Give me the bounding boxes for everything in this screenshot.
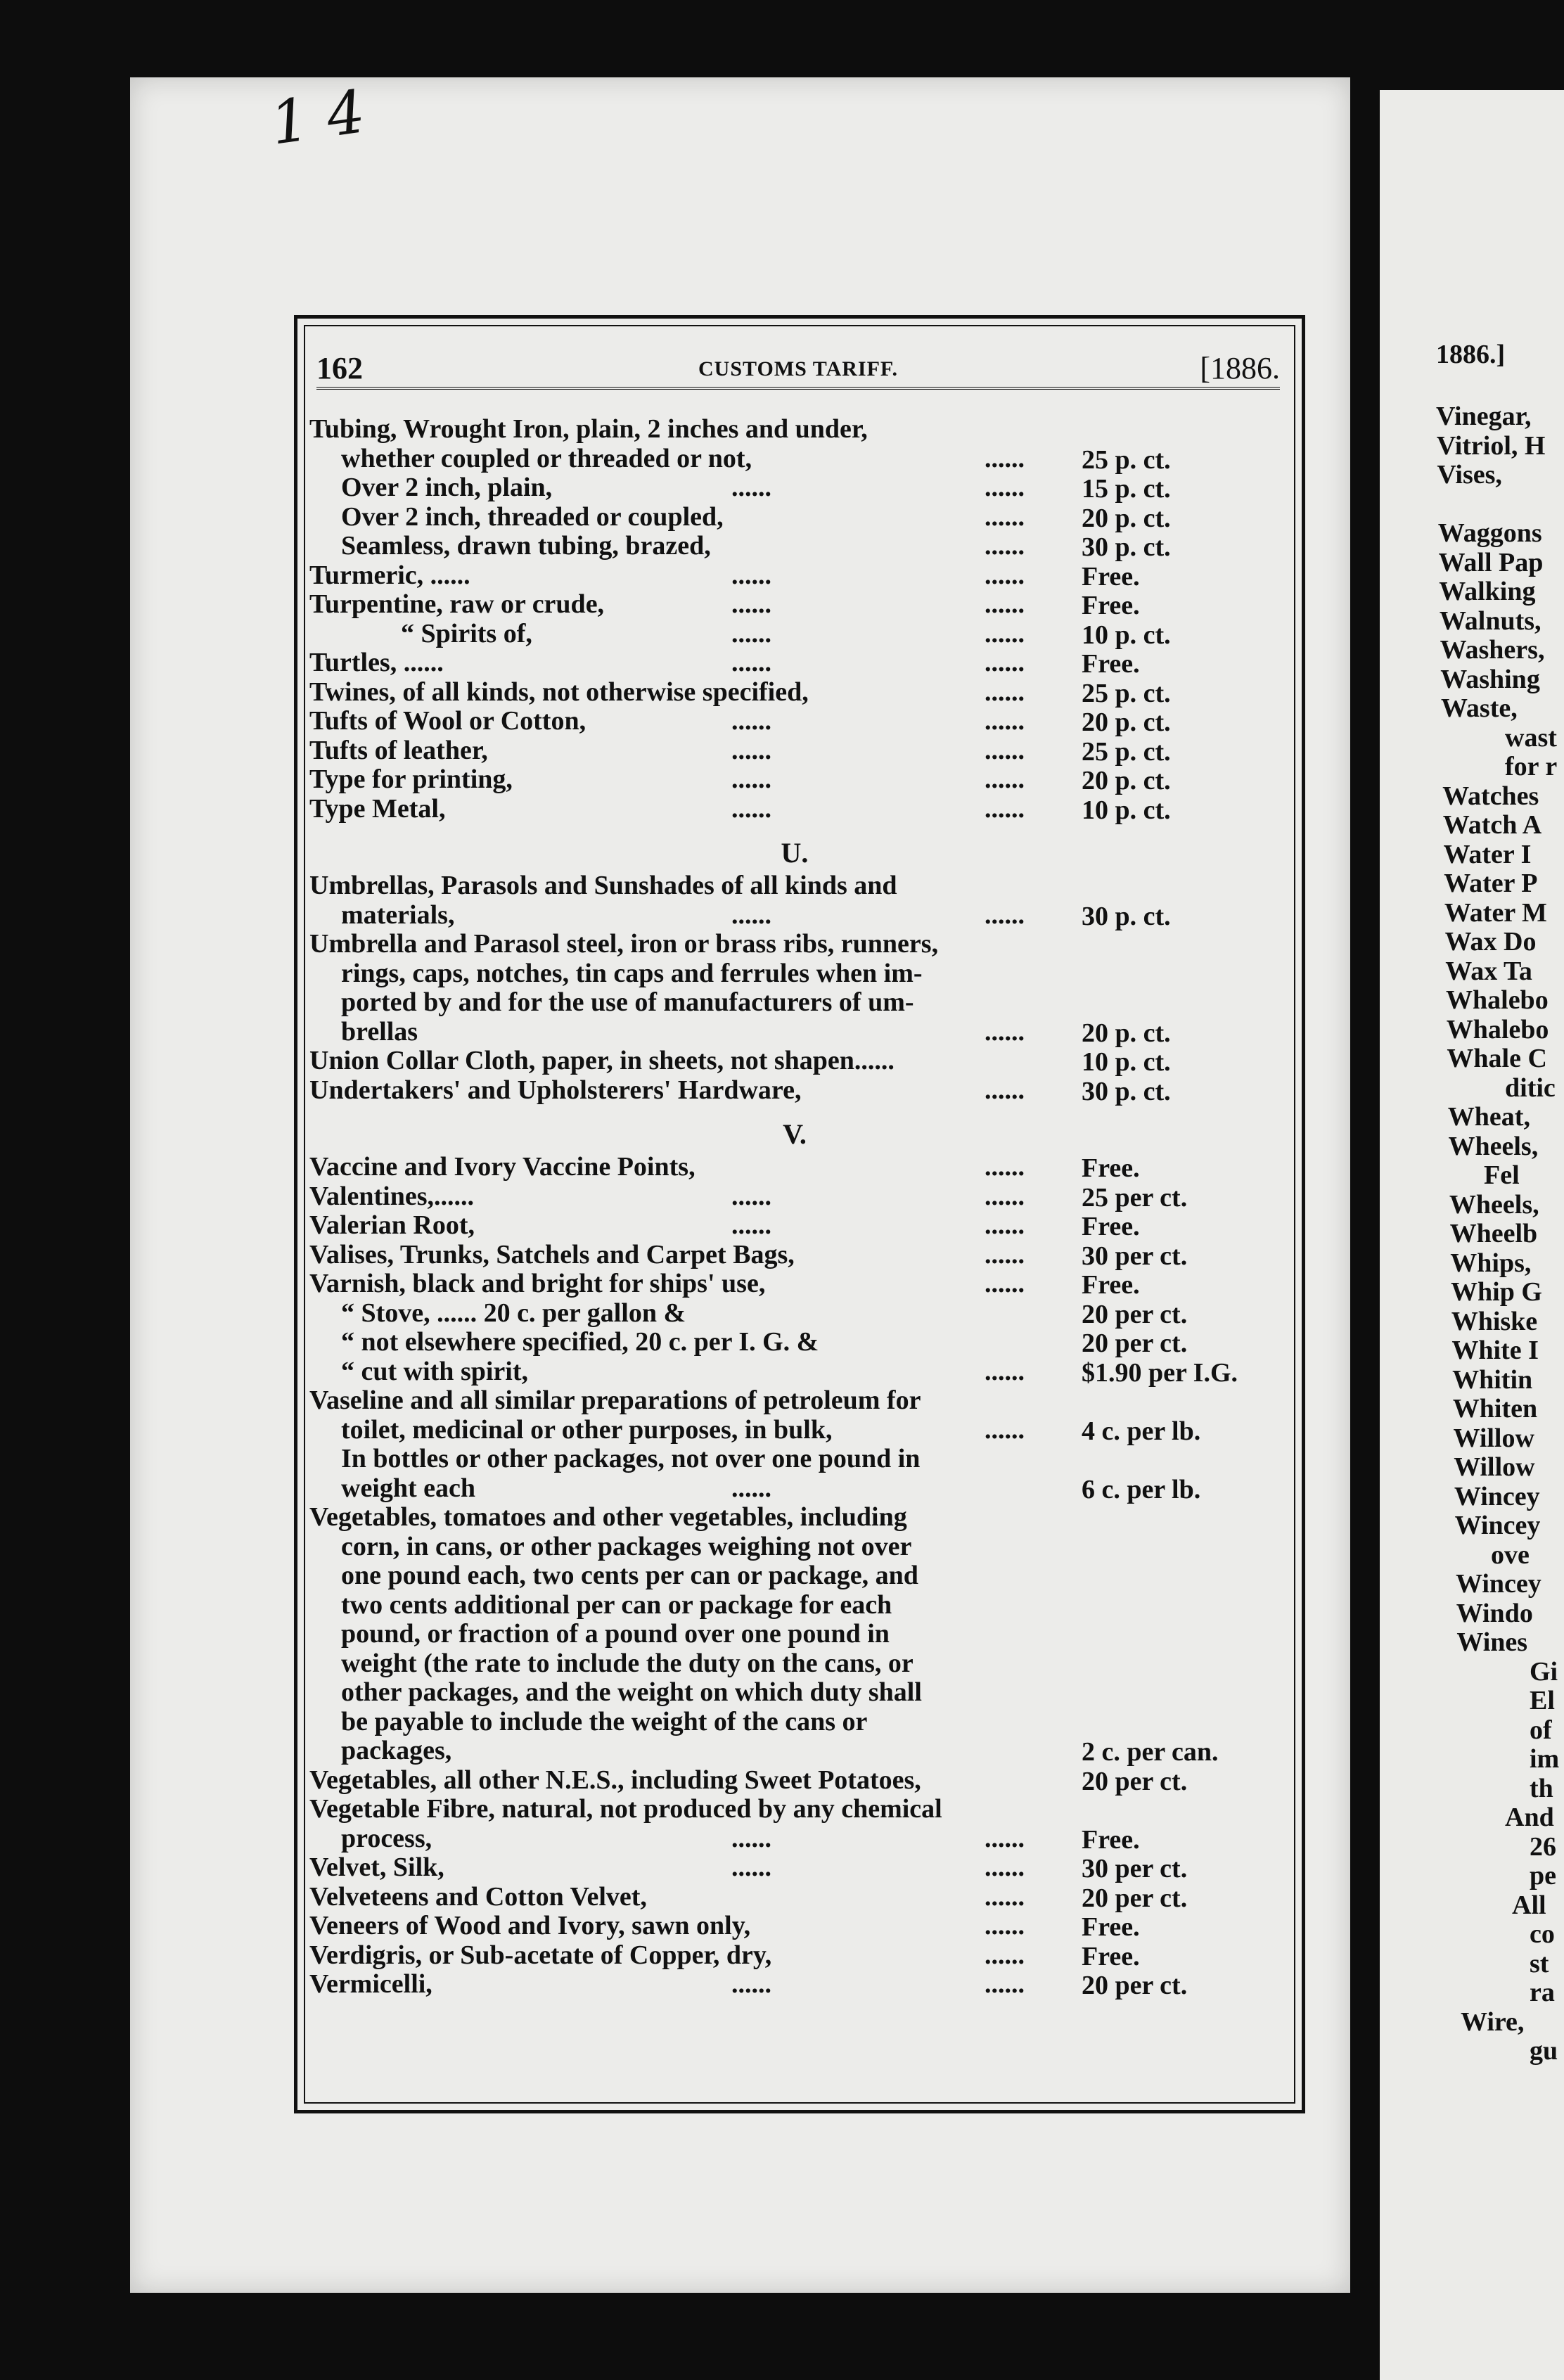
duty-rate: 20 per ct. xyxy=(1082,1329,1188,1358)
leader-dots: ...... xyxy=(985,1969,1025,1999)
duty-rate: 20 p. ct. xyxy=(1082,766,1171,795)
item-text: whether coupled or threaded or not, xyxy=(341,443,752,473)
tariff-line xyxy=(309,560,1280,589)
leader-dots: ...... xyxy=(985,1853,1025,1882)
item-text: materials, xyxy=(341,900,455,930)
item-text: Valentines,...... xyxy=(309,1181,475,1211)
item-text: Velvet, Silk, xyxy=(309,1853,444,1882)
duty-rate: Free. xyxy=(1082,1824,1140,1855)
tariff-line xyxy=(309,705,1280,735)
right-page-line: Wincey xyxy=(1454,1511,1541,1540)
tariff-line xyxy=(309,928,1280,958)
tariff-line xyxy=(309,1793,1280,1823)
leader-dots: ...... xyxy=(731,589,771,619)
right-page-line: Gi xyxy=(1530,1656,1558,1687)
leader-dots: ...... xyxy=(985,1356,1025,1386)
duty-rate: 15 p. ct. xyxy=(1082,474,1171,504)
tariff-line xyxy=(309,1385,1280,1414)
right-page-line: Water I xyxy=(1443,839,1532,869)
tariff-line xyxy=(309,618,1280,648)
duty-rate: Free. xyxy=(1082,1941,1140,1971)
leader-dots: ...... xyxy=(985,1152,1025,1182)
leader-dots: ...... xyxy=(731,1823,771,1853)
item-text: ported by and for the use of manufacturers of um- xyxy=(341,987,914,1017)
item-text: be payable to include the weight of the cans or xyxy=(341,1706,868,1736)
right-page-line: Watches xyxy=(1442,781,1539,811)
right-page-line: Willow xyxy=(1453,1423,1534,1453)
tariff-line xyxy=(309,677,1280,706)
right-page-line: 26 xyxy=(1530,1831,1556,1862)
leader-dots: ...... xyxy=(731,1853,771,1882)
duty-rate: Free. xyxy=(1082,1153,1140,1183)
right-page-line: Watch A xyxy=(1442,810,1542,840)
right-page-line: Washers, xyxy=(1440,635,1545,665)
tariff-line xyxy=(309,1852,1280,1881)
right-page-line: Whitin xyxy=(1452,1364,1533,1395)
leader-dots: ...... xyxy=(731,1969,771,1999)
right-page-line: Wincey xyxy=(1456,1569,1541,1599)
tariff-line xyxy=(309,870,1280,900)
right-page-line: All xyxy=(1512,1890,1546,1920)
item-text: Seamless, drawn tubing, brazed, xyxy=(341,531,711,561)
item-text: pound, or fraction of a pound over one pound in xyxy=(341,1619,890,1649)
leader-dots: ...... xyxy=(731,793,771,824)
leader-dots: ...... xyxy=(985,1823,1025,1853)
running-title: CUSTOMS TARIFF. xyxy=(698,357,898,380)
tariff-line xyxy=(309,530,1280,560)
leader-dots: ...... xyxy=(985,1181,1025,1211)
leader-dots: ...... xyxy=(985,473,1025,502)
item-text: toilet, medicinal or other purposes, in bulk, xyxy=(341,1414,833,1445)
tariff-line xyxy=(309,1473,1280,1502)
right-page-line: wast xyxy=(1505,722,1557,753)
leader-dots: ...... xyxy=(731,706,771,736)
tariff-line xyxy=(309,735,1280,767)
item-text: packages, xyxy=(341,1736,452,1765)
leader-dots: ...... xyxy=(985,1210,1025,1240)
tariff-line xyxy=(309,1706,1280,1736)
right-page-line: im xyxy=(1530,1744,1560,1774)
item-text: Valises, Trunks, Satchels and Carpet Bags, xyxy=(309,1239,795,1269)
leader-dots: ...... xyxy=(985,735,1025,765)
tariff-line xyxy=(309,1765,1280,1794)
tariff-line xyxy=(309,1210,1280,1239)
right-page-line: ra xyxy=(1530,1978,1555,2007)
item-text: Undertakers' and Upholsterers' Hardware, xyxy=(309,1075,802,1105)
item-text: Vermicelli, xyxy=(309,1969,432,1999)
duty-rate: Free. xyxy=(1082,561,1140,591)
header-year: [1886. xyxy=(1200,351,1280,385)
item-text: Umbrellas, Parasols and Sunshades of all kinds and xyxy=(309,871,897,900)
tariff-line xyxy=(309,501,1280,531)
right-page-line: Wheels, xyxy=(1448,1131,1539,1161)
right-page-line: th xyxy=(1530,1773,1553,1803)
tariff-line xyxy=(309,1502,1280,1531)
right-page-line: co xyxy=(1530,1919,1555,1949)
right-page-line: Water P xyxy=(1444,869,1538,898)
item-text: Vegetable Fibre, natural, not produced by any chemical xyxy=(309,1794,942,1824)
duty-rate: 20 p. ct. xyxy=(1082,708,1171,737)
item-text: Vegetables, tomatoes and other vegetables, including xyxy=(309,1502,907,1532)
item-text: weight each xyxy=(341,1473,476,1503)
right-page-line: Waggons xyxy=(1437,518,1542,548)
leader-dots: ...... xyxy=(985,501,1025,532)
right-page-line: Vinegar, xyxy=(1436,402,1532,431)
item-text: rings, caps, notches, tin caps and ferrules when im- xyxy=(341,958,923,988)
right-page-line: And xyxy=(1505,1803,1554,1832)
right-page-line: Whiske xyxy=(1451,1306,1538,1336)
item-text: In bottles or other packages, not over one pound in xyxy=(341,1444,921,1473)
tariff-line xyxy=(309,1151,1280,1181)
duty-rate: 20 per ct. xyxy=(1082,1766,1188,1796)
leader-dots: ...... xyxy=(985,648,1025,677)
tariff-line xyxy=(309,1181,1280,1213)
leader-dots: ...... xyxy=(985,1414,1025,1445)
item-text: “ not elsewhere specified, 20 c. per I. G. & xyxy=(341,1327,819,1357)
tariff-list xyxy=(309,414,1280,1998)
right-page-line: Vitriol, H xyxy=(1436,430,1546,461)
leader-dots: ...... xyxy=(985,1075,1025,1105)
tariff-line xyxy=(309,589,1280,618)
item-text: Tufts of leather, xyxy=(309,735,488,765)
right-page-line: Wheels, xyxy=(1449,1189,1539,1220)
right-page-line: pe xyxy=(1530,1861,1556,1890)
tariff-line xyxy=(309,1589,1280,1619)
right-page-line: Wall Pap xyxy=(1438,547,1544,577)
right-page-line: Whips, xyxy=(1450,1248,1532,1278)
right-page-line: Walking xyxy=(1439,577,1536,606)
right-page-line: Wax Do xyxy=(1444,927,1537,957)
leader-dots: ...... xyxy=(985,589,1025,619)
right-page-line: Whip G xyxy=(1451,1277,1542,1307)
duty-rate: 20 per ct. xyxy=(1082,1299,1188,1329)
duty-rate: Free. xyxy=(1082,591,1140,620)
leader-dots: ...... xyxy=(985,618,1025,648)
leader-dots: ...... xyxy=(985,793,1025,824)
item-text: corn, in cans, or other packages weighing not over xyxy=(341,1531,912,1561)
section-letter: V. xyxy=(783,1118,807,1150)
right-page-line: Vises, xyxy=(1437,460,1502,490)
leader-dots: ...... xyxy=(731,900,771,930)
leader-dots: ...... xyxy=(985,900,1025,930)
duty-rate: 20 p. ct. xyxy=(1082,1018,1171,1048)
tariff-line xyxy=(309,1648,1280,1677)
tariff-line xyxy=(309,1940,1280,1969)
item-text: Turpentine, raw or crude, xyxy=(309,589,605,619)
tariff-line xyxy=(309,1531,1280,1561)
right-page-line: Wincey xyxy=(1454,1481,1540,1511)
tariff-line xyxy=(309,1677,1280,1706)
duty-rate: 6 c. per lb. xyxy=(1082,1474,1201,1504)
leader-dots: ...... xyxy=(985,531,1025,561)
duty-rate: 30 p. ct. xyxy=(1082,532,1171,562)
right-page-line: Windo xyxy=(1456,1598,1533,1628)
duty-rate: 20 per ct. xyxy=(1082,1883,1188,1913)
item-text: “ Stove, ...... 20 c. per gallon & xyxy=(341,1298,686,1328)
duty-rate: 30 p. ct. xyxy=(1082,1076,1171,1106)
tariff-line xyxy=(309,1443,1280,1473)
right-page-line: Wheelb xyxy=(1449,1219,1538,1248)
item-text: Over 2 inch, plain, xyxy=(341,473,553,502)
right-page-line: Whiten xyxy=(1452,1394,1538,1423)
duty-rate: 10 p. ct. xyxy=(1082,795,1171,825)
duty-rate: Free. xyxy=(1082,1212,1140,1241)
right-page-header: 1886.] xyxy=(1436,340,1506,369)
tariff-line xyxy=(309,1823,1280,1853)
right-page-line: Wines xyxy=(1456,1627,1528,1657)
item-text: Varnish, black and bright for ships' use, xyxy=(309,1269,766,1298)
tariff-line xyxy=(309,1881,1280,1911)
leader-dots: ...... xyxy=(731,1181,771,1211)
page-number: 162 xyxy=(316,351,363,385)
item-text: Over 2 inch, threaded or coupled, xyxy=(341,501,724,532)
leader-dots: ...... xyxy=(731,1473,771,1503)
item-text: Turtles, ...... xyxy=(309,648,444,677)
leader-dots: ...... xyxy=(985,1911,1025,1940)
leader-dots: ...... xyxy=(731,1210,771,1240)
item-text: Vegetables, all other N.E.S., including Sweet Potatoes, xyxy=(309,1765,921,1795)
tariff-line xyxy=(309,443,1280,473)
tariff-line xyxy=(309,1910,1280,1940)
leader-dots: ...... xyxy=(731,764,771,794)
item-text: Union Collar Cloth, paper, in sheets, not shapen...... xyxy=(309,1046,895,1075)
item-text: Type Metal, xyxy=(309,793,446,824)
tariff-line xyxy=(309,987,1280,1016)
duty-rate: Free. xyxy=(1082,1270,1140,1300)
duty-rate: 30 per ct. xyxy=(1082,1854,1188,1883)
tariff-line xyxy=(309,1045,1280,1075)
right-page-line: Whalebo xyxy=(1446,1014,1549,1044)
right-page-line: Whalebo xyxy=(1446,985,1549,1015)
tariff-line xyxy=(309,764,1280,793)
right-page-line: Willow xyxy=(1454,1452,1535,1482)
leader-dots: ...... xyxy=(731,560,771,590)
item-text: Vaccine and Ivory Vaccine Points, xyxy=(309,1152,696,1182)
item-text: Twines, of all kinds, not otherwise specified, xyxy=(309,677,809,707)
item-text: Tufts of Wool or Cotton, xyxy=(309,706,586,736)
running-header xyxy=(316,345,1280,390)
margin-note: 1 4 xyxy=(266,77,369,158)
leader-dots: ...... xyxy=(731,473,771,502)
tariff-line xyxy=(309,647,1280,677)
leader-dots: ...... xyxy=(985,764,1025,794)
leader-dots: ...... xyxy=(731,648,771,677)
item-text: Valerian Root, xyxy=(309,1210,475,1240)
right-page-line: st xyxy=(1530,1948,1549,1978)
leader-dots: ...... xyxy=(985,1016,1025,1047)
duty-rate: 4 c. per lb. xyxy=(1082,1416,1201,1446)
leader-dots: ...... xyxy=(985,1239,1025,1269)
tariff-line xyxy=(309,1268,1280,1298)
duty-rate: 25 p. ct. xyxy=(1082,444,1171,475)
right-page-line: ditic xyxy=(1505,1073,1556,1103)
right-page-line: of xyxy=(1530,1715,1552,1745)
leader-dots: ...... xyxy=(985,560,1025,590)
item-text: Tubing, Wrought Iron, plain, 2 inches and under, xyxy=(309,414,868,444)
tariff-line xyxy=(309,1969,1280,1998)
leader-dots: ...... xyxy=(731,735,771,765)
leader-dots: ...... xyxy=(731,618,771,648)
right-page-line: Walnuts, xyxy=(1439,606,1541,636)
leader-dots: ...... xyxy=(985,677,1025,707)
item-text: Velveteens and Cotton Velvet, xyxy=(309,1881,647,1912)
item-text: Turmeric, ...... xyxy=(309,560,470,590)
right-page-line: Wax Ta xyxy=(1445,956,1532,986)
duty-rate: Free. xyxy=(1082,1912,1140,1942)
duty-rate: 25 p. ct. xyxy=(1082,736,1171,767)
right-page-line: Fel xyxy=(1484,1160,1520,1190)
item-text: Umbrella and Parasol steel, iron or brass ribs, runners, xyxy=(309,929,939,959)
item-text: Vaseline and all similar preparations of petroleum for xyxy=(309,1386,921,1415)
duty-rate: 25 per ct. xyxy=(1082,1182,1188,1213)
tariff-line xyxy=(309,1618,1280,1648)
tariff-line xyxy=(309,1326,1280,1356)
leader-dots: ...... xyxy=(985,443,1025,473)
right-page-line: for r xyxy=(1505,752,1558,781)
duty-rate: 25 p. ct. xyxy=(1082,678,1171,708)
item-text: “ cut with spirit, xyxy=(341,1356,528,1386)
right-page-line: ove xyxy=(1491,1540,1530,1570)
right-page-line: Wire, xyxy=(1461,2007,1525,2037)
right-page-line: Water M xyxy=(1444,897,1547,928)
tariff-line xyxy=(309,1560,1280,1589)
right-page-line: Wheat, xyxy=(1447,1102,1530,1132)
duty-rate: 10 p. ct. xyxy=(1082,1047,1171,1077)
tariff-line xyxy=(309,1735,1280,1765)
tariff-line xyxy=(309,472,1280,504)
duty-rate: 2 c. per can. xyxy=(1082,1737,1219,1767)
item-text: Verdigris, or Sub-acetate of Copper, dry, xyxy=(309,1940,772,1970)
duty-rate: 10 p. ct. xyxy=(1082,620,1171,650)
item-text: brellas xyxy=(341,1016,418,1047)
item-text: Veneers of Wood and Ivory, sawn only, xyxy=(309,1911,751,1940)
leader-dots: ...... xyxy=(985,706,1025,736)
right-page-line: White I xyxy=(1451,1336,1539,1365)
tariff-line xyxy=(309,793,1280,823)
leader-dots: ...... xyxy=(985,1881,1025,1912)
duty-rate: 20 per ct. xyxy=(1082,1971,1188,2000)
tariff-line xyxy=(309,1239,1280,1269)
tariff-line xyxy=(309,1356,1280,1386)
tariff-line xyxy=(309,958,1280,987)
tariff-line xyxy=(309,1075,1280,1104)
tariff-line xyxy=(309,1016,1280,1046)
right-page-line: Washing xyxy=(1440,664,1540,694)
right-page-line: El xyxy=(1530,1686,1555,1715)
item-text: Type for printing, xyxy=(309,764,513,794)
right-page-line: Whale C xyxy=(1447,1044,1547,1073)
duty-rate: 30 per ct. xyxy=(1082,1241,1188,1271)
tariff-line xyxy=(309,1414,1280,1444)
item-text: weight (the rate to include the duty on the cans, or xyxy=(341,1648,914,1678)
item-text: two cents additional per can or package for each xyxy=(341,1589,892,1620)
duty-rate: Free. xyxy=(1082,649,1140,679)
item-text: one pound each, two cents per can or package, and xyxy=(341,1561,918,1590)
item-text: process, xyxy=(341,1823,432,1853)
item-text: other packages, and the weight on which duty shall xyxy=(341,1677,922,1707)
leader-dots: ...... xyxy=(985,1940,1025,1970)
tariff-line xyxy=(309,900,1280,929)
right-page-line: Waste, xyxy=(1441,693,1518,723)
tariff-line xyxy=(309,1298,1280,1327)
leader-dots: ...... xyxy=(985,1269,1025,1298)
duty-rate: 20 p. ct. xyxy=(1082,503,1171,533)
tariff-line xyxy=(309,414,1280,443)
duty-rate: 30 p. ct. xyxy=(1082,901,1171,931)
section-letter: U. xyxy=(781,837,809,869)
duty-rate: $1.90 per I.G. xyxy=(1082,1357,1238,1388)
item-text: “ Spirits of, xyxy=(401,618,532,648)
right-page-line: gu xyxy=(1530,2036,1558,2066)
